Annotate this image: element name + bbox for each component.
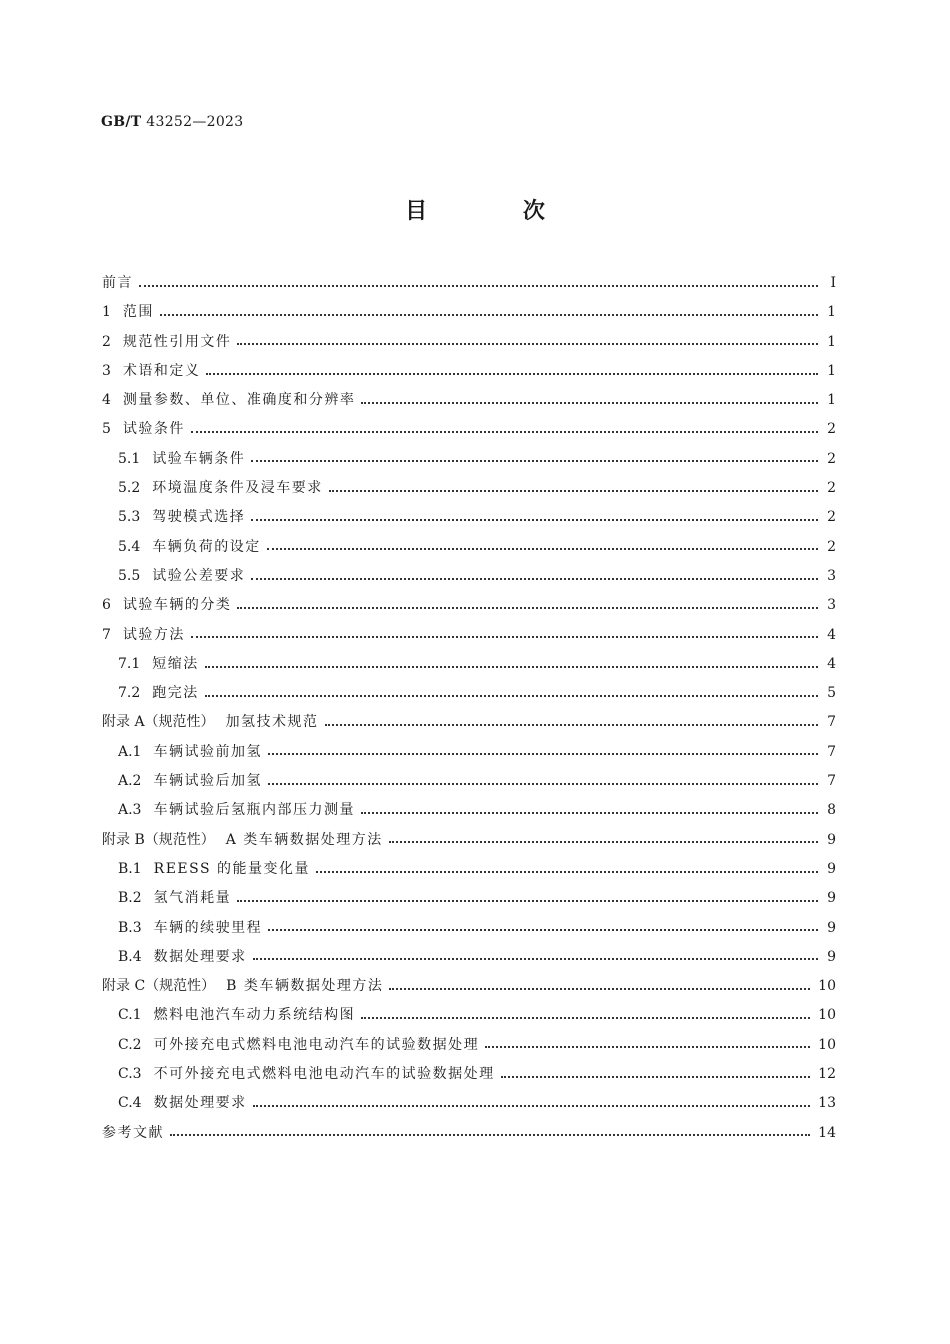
toc-entry-page: 5: [827, 685, 836, 702]
toc-dot-leader: [237, 900, 818, 902]
toc-entry-page: 9: [827, 890, 836, 907]
toc-entry-number: A.2: [118, 773, 142, 790]
toc-dot-leader: [361, 812, 818, 814]
toc-entry[interactable]: [102, 826, 836, 855]
toc-entry-page: 1: [827, 333, 836, 350]
toc-entry-label: 氢气消耗量: [153, 890, 232, 907]
toc-entry[interactable]: [102, 474, 836, 503]
toc-entry-page: 4: [827, 626, 836, 643]
toc-entry-label: 测量参数、单位、准确度和分辨率: [122, 392, 356, 409]
toc-entry-label: 车辆的续驶里程: [153, 919, 263, 936]
toc-entry-number: A.1: [118, 743, 142, 760]
toc-entry-page: 2: [827, 421, 836, 438]
toc-dot-leader: [253, 1105, 811, 1107]
toc-dot-leader: [485, 1046, 810, 1048]
toc-entry-page: 10: [818, 978, 836, 995]
toc-entry-number: 附录 C（规范性）: [102, 978, 216, 995]
toc-dot-leader: [251, 578, 818, 580]
toc-entry-number: C.4: [118, 1095, 142, 1112]
toc-dot-leader: [170, 1134, 810, 1136]
toc-dot-leader: [329, 490, 818, 492]
toc-entry-page: 1: [827, 304, 836, 321]
toc-entry[interactable]: [102, 1089, 836, 1118]
toc-dot-leader: [206, 373, 818, 375]
toc-entry-page: 2: [827, 538, 836, 555]
table-of-contents: [102, 269, 836, 1148]
toc-entry-number: 5.1: [118, 450, 141, 467]
toc-entry[interactable]: [102, 1031, 836, 1060]
toc-entry-number: B.2: [118, 890, 142, 907]
toc-dot-leader: [361, 1017, 810, 1019]
toc-dot-leader: [389, 988, 810, 990]
toc-entry-label: 不可外接充电式燃料电池电动汽车的试验数据处理: [153, 1066, 495, 1083]
page-title: 目 次: [405, 199, 589, 224]
toc-entry-number: C.1: [118, 1007, 142, 1024]
toc-entry[interactable]: [102, 1001, 836, 1030]
toc-entry[interactable]: [102, 328, 836, 357]
toc-entry-page: 14: [818, 1124, 836, 1141]
toc-entry[interactable]: [102, 884, 836, 913]
toc-entry-number: 5.2: [118, 480, 141, 497]
toc-entry-number: B.1: [118, 860, 142, 877]
toc-entry-label: 试验条件: [122, 421, 185, 438]
toc-entry[interactable]: [102, 914, 836, 943]
toc-entry-page: 7: [827, 714, 836, 731]
toc-entry[interactable]: [102, 386, 836, 415]
toc-entry[interactable]: [102, 1060, 836, 1089]
toc-entry-page: 9: [827, 919, 836, 936]
toc-entry-label: 规范性引用文件: [122, 333, 232, 350]
toc-entry[interactable]: [102, 533, 836, 562]
toc-dot-leader: [139, 285, 818, 287]
toc-dot-leader: [316, 871, 818, 873]
toc-entry-label: 试验车辆的分类: [122, 597, 232, 614]
toc-entry[interactable]: [102, 591, 836, 620]
toc-entry-page: 1: [827, 362, 836, 379]
toc-dot-leader: [267, 548, 818, 550]
toc-dot-leader: [251, 519, 818, 521]
toc-entry-page: 12: [818, 1066, 836, 1083]
toc-dot-leader: [253, 958, 818, 960]
toc-dot-leader: [205, 666, 818, 668]
toc-entry-number: 4: [102, 392, 111, 409]
toc-entry-number: 2: [102, 333, 111, 350]
toc-entry[interactable]: [102, 943, 836, 972]
toc-entry[interactable]: [102, 562, 836, 591]
toc-entry[interactable]: [102, 708, 836, 737]
toc-entry-label: 试验车辆条件: [152, 450, 246, 467]
toc-entry-label: B 类车辆数据处理方法: [226, 978, 384, 995]
toc-entry-label: A 类车辆数据处理方法: [225, 831, 383, 848]
toc-entry[interactable]: [102, 679, 836, 708]
toc-entry[interactable]: [102, 767, 836, 796]
toc-entry-label: 车辆试验后加氢: [153, 773, 262, 790]
toc-entry-label: 试验公差要求: [152, 567, 246, 584]
toc-entry[interactable]: [102, 269, 836, 298]
toc-dot-leader: [160, 314, 818, 316]
toc-entry[interactable]: [102, 972, 836, 1001]
toc-entry[interactable]: [102, 855, 836, 884]
toc-entry[interactable]: [102, 738, 836, 767]
toc-entry[interactable]: [102, 298, 836, 327]
toc-entry-page: 3: [827, 597, 836, 614]
toc-entry-label: 试验方法: [122, 626, 185, 643]
toc-dot-leader: [191, 431, 818, 433]
toc-entry[interactable]: [102, 415, 836, 444]
toc-entry-label: 车辆试验后氢瓶内部压力测量: [153, 802, 355, 819]
toc-entry-number: B.4: [118, 948, 142, 965]
toc-entry-page: 3: [827, 567, 836, 584]
toc-entry-number: C.2: [118, 1036, 142, 1053]
toc-entry-label: 前言: [102, 275, 133, 291]
toc-dot-leader: [237, 607, 818, 609]
toc-entry-number: A.3: [118, 802, 142, 819]
toc-entry-number: 5.4: [118, 538, 141, 555]
toc-entry-page: 2: [827, 450, 836, 467]
toc-entry-label: 燃料电池汽车动力系统结构图: [153, 1007, 356, 1024]
toc-entry[interactable]: [102, 1119, 836, 1148]
toc-entry-number: 3: [102, 362, 111, 379]
toc-dot-leader: [237, 343, 818, 345]
toc-entry-page: 13: [818, 1095, 836, 1112]
toc-entry[interactable]: [102, 445, 836, 474]
standard-code: GB/T: [101, 114, 142, 130]
toc-entry-number: 7.2: [118, 685, 141, 702]
toc-entry-label: 短缩法: [152, 655, 199, 672]
toc-dot-leader: [268, 783, 818, 785]
toc-entry-label: 车辆负荷的设定: [152, 538, 261, 555]
toc-entry-number: B.3: [118, 919, 142, 936]
toc-entry-label: 跑完法: [152, 685, 199, 702]
toc-dot-leader: [251, 460, 818, 462]
toc-entry-label: 范围: [122, 304, 154, 321]
toc-dot-leader: [268, 753, 818, 755]
toc-entry-page: 2: [827, 509, 836, 526]
toc-entry-page: 9: [827, 948, 836, 965]
toc-entry-number: 7.1: [118, 655, 141, 672]
toc-entry-label: 数据处理要求: [153, 948, 247, 965]
toc-entry-number: 附录 A（规范性）: [102, 714, 215, 731]
toc-dot-leader: [325, 724, 818, 726]
toc-entry-page: 7: [827, 773, 836, 790]
toc-entry[interactable]: [102, 503, 836, 532]
toc-entry-page: 10: [818, 1036, 836, 1053]
toc-entry-label: 驾驶模式选择: [152, 509, 246, 526]
toc-entry-page: 8: [827, 802, 836, 819]
toc-entry-number: 附录 B（规范性）: [102, 831, 215, 848]
toc-entry-label: 数据处理要求: [153, 1095, 247, 1112]
toc-dot-leader: [205, 695, 818, 697]
toc-entry-number: 5: [102, 421, 111, 438]
document-header: [101, 114, 243, 130]
standard-number: 43252—2023: [146, 114, 244, 130]
toc-entry-page: 2: [827, 480, 836, 497]
toc-entry[interactable]: [102, 621, 836, 650]
toc-entry-label: 可外接充电式燃料电池电动汽车的试验数据处理: [153, 1036, 480, 1053]
toc-entry-label: 加氢技术规范: [225, 714, 319, 731]
toc-entry-number: 7: [102, 626, 111, 643]
toc-entry-label: 环境温度条件及浸车要求: [152, 480, 323, 497]
toc-entry-page: Ⅰ: [830, 275, 836, 291]
toc-entry-number: 6: [102, 597, 111, 614]
toc-entry[interactable]: [102, 357, 836, 386]
toc-entry-label: 车辆试验前加氢: [153, 743, 262, 760]
toc-dot-leader: [501, 1076, 811, 1078]
toc-entry[interactable]: [102, 650, 836, 679]
toc-dot-leader: [191, 636, 818, 638]
toc-entry-page: 1: [827, 392, 836, 409]
toc-dot-leader: [389, 841, 818, 843]
toc-entry-page: 7: [827, 743, 836, 760]
toc-entry-number: 5.5: [118, 567, 141, 584]
toc-dot-leader: [361, 402, 818, 404]
toc-entry-page: 9: [827, 831, 836, 848]
toc-entry-label: 术语和定义: [122, 362, 201, 379]
toc-entry-number: C.3: [118, 1066, 142, 1083]
toc-entry-page: 10: [818, 1007, 836, 1024]
toc-entry-label: REESS 的能量变化量: [153, 860, 311, 877]
toc-entry-label: 参考文献: [102, 1124, 164, 1141]
toc-entry-page: 4: [827, 655, 836, 672]
toc-entry-page: 9: [827, 860, 836, 877]
toc-dot-leader: [268, 929, 818, 931]
toc-entry-number: 1: [102, 304, 111, 321]
toc-entry[interactable]: [102, 796, 836, 825]
toc-entry-number: 5.3: [118, 509, 141, 526]
